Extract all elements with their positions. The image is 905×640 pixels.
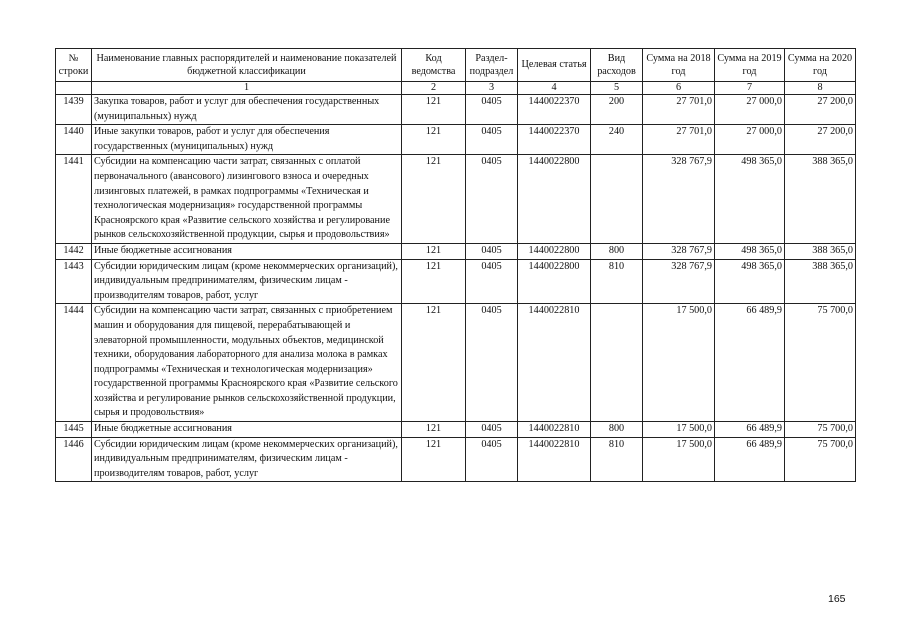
row-target-article: 1440022370 [518, 95, 591, 125]
table-row [56, 259, 856, 304]
row-section: 0405 [466, 155, 518, 244]
column-number: 6 [643, 82, 715, 95]
header-target-article: Целевая статья [518, 49, 591, 82]
header-sum-2018: Сумма на 2018 год [643, 49, 715, 82]
row-name: Закупка товаров, работ и услуг для обеспечения государственных (муниципальных) нужд [92, 95, 402, 125]
row-name: Субсидии юридическим лицам (кроме некоммерческих организаций), индивидуальным предпринимателям, физическим лицам - производителям товаров, работ, услуг [92, 259, 402, 304]
row-expense-type [591, 304, 643, 422]
row-expense-type: 810 [591, 259, 643, 304]
row-target-article: 1440022800 [518, 243, 591, 259]
row-sum-2018: 27 701,0 [643, 95, 715, 125]
row-sum-2019: 498 365,0 [715, 243, 785, 259]
column-number: 2 [402, 82, 466, 95]
row-number: 1439 [56, 95, 92, 125]
row-sum-2019: 498 365,0 [715, 259, 785, 304]
table-row [56, 155, 856, 244]
budget-table [55, 48, 856, 482]
row-sum-2020: 388 365,0 [785, 243, 856, 259]
table-row [56, 437, 856, 482]
row-name: Иные бюджетные ассигнования [92, 243, 402, 259]
row-name: Иные закупки товаров, работ и услуг для обеспечения государственных (муниципальных) нужд [92, 125, 402, 155]
row-expense-type: 800 [591, 422, 643, 438]
row-sum-2019: 27 000,0 [715, 95, 785, 125]
row-section: 0405 [466, 125, 518, 155]
row-sum-2018: 328 767,9 [643, 155, 715, 244]
row-sum-2020: 388 365,0 [785, 259, 856, 304]
row-sum-2019: 66 489,9 [715, 304, 785, 422]
table-row [56, 243, 856, 259]
table-row [56, 95, 856, 125]
row-sum-2019: 66 489,9 [715, 437, 785, 482]
column-number: 3 [466, 82, 518, 95]
header-section: Раздел-подраздел [466, 49, 518, 82]
row-expense-type: 800 [591, 243, 643, 259]
row-sum-2018: 328 767,9 [643, 243, 715, 259]
header-name: Наименование главных распорядителей и наименование показателей бюджетной классификации [92, 49, 402, 82]
row-number: 1445 [56, 422, 92, 438]
table-row [56, 422, 856, 438]
row-sum-2019: 498 365,0 [715, 155, 785, 244]
row-sum-2020: 75 700,0 [785, 437, 856, 482]
row-section: 0405 [466, 304, 518, 422]
row-sum-2020: 75 700,0 [785, 304, 856, 422]
header-expense-type: Вид расходов [591, 49, 643, 82]
row-expense-type: 240 [591, 125, 643, 155]
row-target-article: 1440022800 [518, 155, 591, 244]
row-sum-2018: 328 767,9 [643, 259, 715, 304]
row-section: 0405 [466, 259, 518, 304]
row-sum-2018: 17 500,0 [643, 422, 715, 438]
column-number: 5 [591, 82, 643, 95]
row-number: 1441 [56, 155, 92, 244]
row-number: 1444 [56, 304, 92, 422]
row-number: 1443 [56, 259, 92, 304]
row-name: Субсидии на компенсацию части затрат, связанных с оплатой первоначального (авансового) лизингового взноса и очередных лизинговых платежей, в рамках подпрограммы «Техническая и технологическая модернизация» государственной программы Красноярского края «Развитие сельского хозяйства и регулирование рынков сельскохозяйственной продукции, сырья и продовольствия» [92, 155, 402, 244]
row-number: 1442 [56, 243, 92, 259]
header-dept-code: Код ведомства [402, 49, 466, 82]
column-number-row [56, 82, 856, 95]
column-number: 1 [92, 82, 402, 95]
row-number: 1440 [56, 125, 92, 155]
row-expense-type [591, 155, 643, 244]
table-row [56, 125, 856, 155]
row-dept-code: 121 [402, 259, 466, 304]
row-dept-code: 121 [402, 155, 466, 244]
row-target-article: 1440022370 [518, 125, 591, 155]
header-row-number: № строки [56, 49, 92, 82]
row-target-article: 1440022810 [518, 422, 591, 438]
row-sum-2019: 27 000,0 [715, 125, 785, 155]
header-sum-2020: Сумма на 2020 год [785, 49, 856, 82]
row-sum-2018: 17 500,0 [643, 304, 715, 422]
row-expense-type: 200 [591, 95, 643, 125]
row-section: 0405 [466, 95, 518, 125]
row-name: Субсидии на компенсацию части затрат, связанных с приобретением машин и оборудования для пищевой, перерабатывающей и элеваторной промышленности, модульных объектов, медицинской техники, оборудования лабораторного для анализа молока в рамках подпрограммы «Техническая и технологическая модернизация» государственной программы Красноярского края «Развитие сельского хозяйства и регулирование рынков сельскохозяйственной продукции, сырья и продовольствия» [92, 304, 402, 422]
page-number: 165 [828, 593, 846, 605]
row-sum-2020: 75 700,0 [785, 422, 856, 438]
column-number: 7 [715, 82, 785, 95]
row-sum-2020: 388 365,0 [785, 155, 856, 244]
row-target-article: 1440022800 [518, 259, 591, 304]
row-target-article: 1440022810 [518, 304, 591, 422]
table-row [56, 304, 856, 422]
row-name: Субсидии юридическим лицам (кроме некоммерческих организаций), индивидуальным предпринимателям, физическим лицам - производителям товаров, работ, услуг [92, 437, 402, 482]
row-dept-code: 121 [402, 125, 466, 155]
row-target-article: 1440022810 [518, 437, 591, 482]
row-dept-code: 121 [402, 95, 466, 125]
row-section: 0405 [466, 243, 518, 259]
row-sum-2019: 66 489,9 [715, 422, 785, 438]
row-sum-2020: 27 200,0 [785, 95, 856, 125]
row-section: 0405 [466, 422, 518, 438]
row-dept-code: 121 [402, 422, 466, 438]
column-number: 4 [518, 82, 591, 95]
row-expense-type: 810 [591, 437, 643, 482]
row-number: 1446 [56, 437, 92, 482]
column-number [56, 82, 92, 95]
column-number: 8 [785, 82, 856, 95]
row-section: 0405 [466, 437, 518, 482]
row-sum-2020: 27 200,0 [785, 125, 856, 155]
row-sum-2018: 27 701,0 [643, 125, 715, 155]
row-dept-code: 121 [402, 243, 466, 259]
header-sum-2019: Сумма на 2019 год [715, 49, 785, 82]
row-sum-2018: 17 500,0 [643, 437, 715, 482]
row-dept-code: 121 [402, 437, 466, 482]
row-name: Иные бюджетные ассигнования [92, 422, 402, 438]
row-dept-code: 121 [402, 304, 466, 422]
table-header-row [56, 49, 856, 82]
